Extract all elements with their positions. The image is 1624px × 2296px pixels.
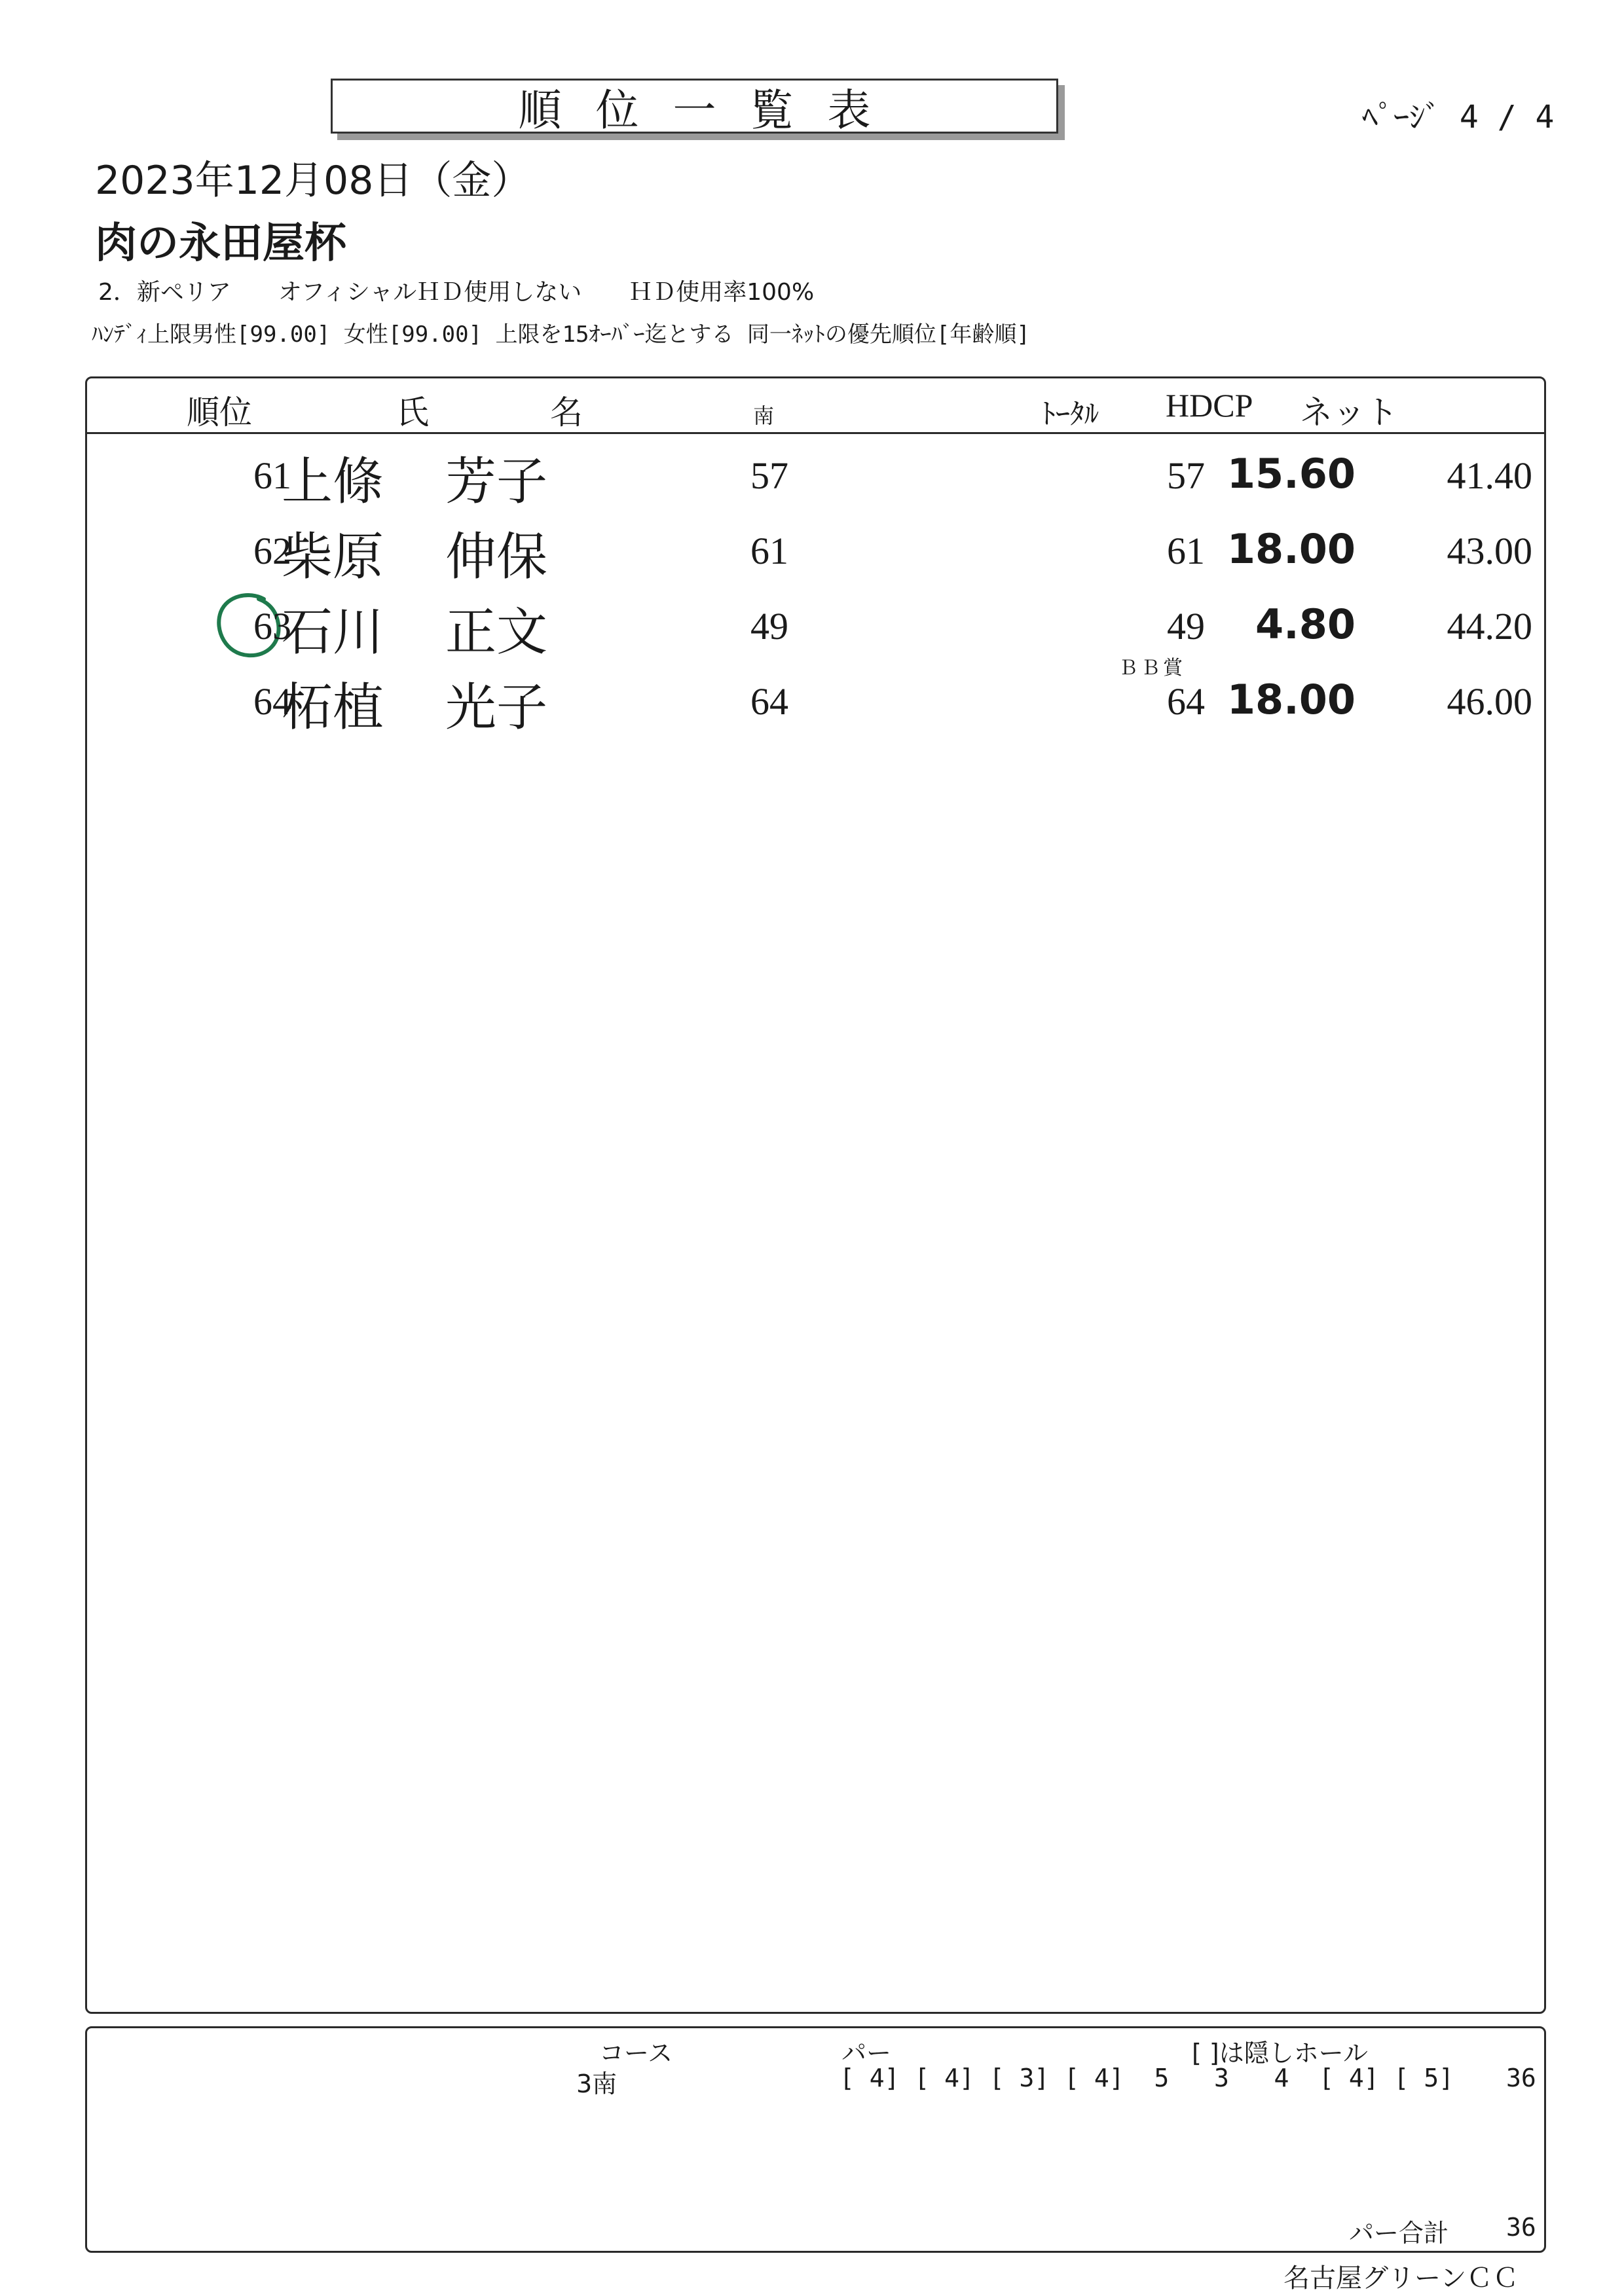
table-row <box>85 661 1542 737</box>
net-score: 44.20 <box>1447 605 1532 647</box>
table-row <box>85 511 1542 587</box>
total-score: 64 <box>1167 680 1205 723</box>
given-name: 伸保 <box>445 528 548 587</box>
club-name: 名古屋グリーンＣＣ <box>1283 2263 1519 2293</box>
par-values: [ 4] [ 4] [ 3] [ 4] 5 3 4 [ 4] [ 5] <box>840 2064 1454 2092</box>
south-score: 61 <box>750 530 788 572</box>
table-row <box>85 435 1542 511</box>
net-score: 43.00 <box>1447 530 1532 572</box>
rank: 62 <box>253 530 291 572</box>
col-header-net: ネット <box>1300 394 1398 431</box>
hdcp-value: 18.00 <box>1227 525 1356 573</box>
family-name: 柴原 <box>282 528 384 587</box>
title-box <box>331 79 1058 134</box>
rank: 63 <box>253 605 291 647</box>
scoring-conditions: 2．新ペリア オフィシャルＨＤ使用しない ＨＤ使用率100% <box>98 279 815 306</box>
total-score: 49 <box>1167 605 1205 647</box>
course-label: コース <box>599 2039 673 2068</box>
event-date: 2023年12月08日（金） <box>95 158 531 204</box>
course-par-total: 36 <box>1506 2064 1536 2092</box>
par-total-label: パー合計 <box>1349 2219 1449 2248</box>
page-title: 順位一覧表 <box>518 84 905 136</box>
page-number: ﾍﾟｰｼﾞ 4 / 4 <box>1362 99 1555 136</box>
par-total-value: 36 <box>1506 2213 1536 2242</box>
given-name: 光子 <box>445 678 548 737</box>
col-header-name-1: 氏 <box>396 394 429 431</box>
given-name: 正文 <box>445 603 548 662</box>
hdcp-value: 18.00 <box>1227 676 1356 723</box>
south-score: 57 <box>750 454 788 497</box>
col-header-total: ﾄｰﾀﾙ <box>1041 398 1099 430</box>
par-label: パー <box>841 2039 892 2068</box>
given-name: 芳子 <box>445 452 548 511</box>
family-name: 柘植 <box>282 678 384 737</box>
south-score: 64 <box>750 680 788 723</box>
rank: 64 <box>253 680 291 723</box>
handicap-rule: ﾊﾝﾃﾞｨ上限男性[99.00] 女性[99.00] 上限を15ｵｰﾊﾞｰ迄とする 同一ﾈｯﾄの優先順位[年齢順] <box>92 321 1030 348</box>
hdcp-value: 15.60 <box>1227 450 1356 498</box>
table-row <box>85 586 1542 680</box>
col-header-name-2: 名 <box>550 394 583 431</box>
total-score: 61 <box>1167 530 1205 572</box>
col-header-rank: 順位 <box>187 394 252 431</box>
south-score: 49 <box>750 605 788 647</box>
net-score: 41.40 <box>1447 454 1532 497</box>
net-score: 46.00 <box>1447 680 1532 723</box>
total-score: 57 <box>1167 454 1205 497</box>
hdcp-value: 4.80 <box>1255 600 1356 648</box>
col-header-hdcp: HDCP <box>1166 387 1253 424</box>
course-name: 3南 <box>576 2069 618 2098</box>
hidden-hole-note: [ ]は隠しホール <box>1192 2039 1368 2068</box>
family-name: 上條 <box>282 452 384 511</box>
award-label: ＢＢ賞 <box>1118 657 1185 680</box>
col-header-south: 南 <box>753 404 775 428</box>
event-name: 肉の永田屋杯 <box>95 219 346 268</box>
rank: 61 <box>253 454 291 497</box>
family-name: 石川 <box>282 603 384 662</box>
